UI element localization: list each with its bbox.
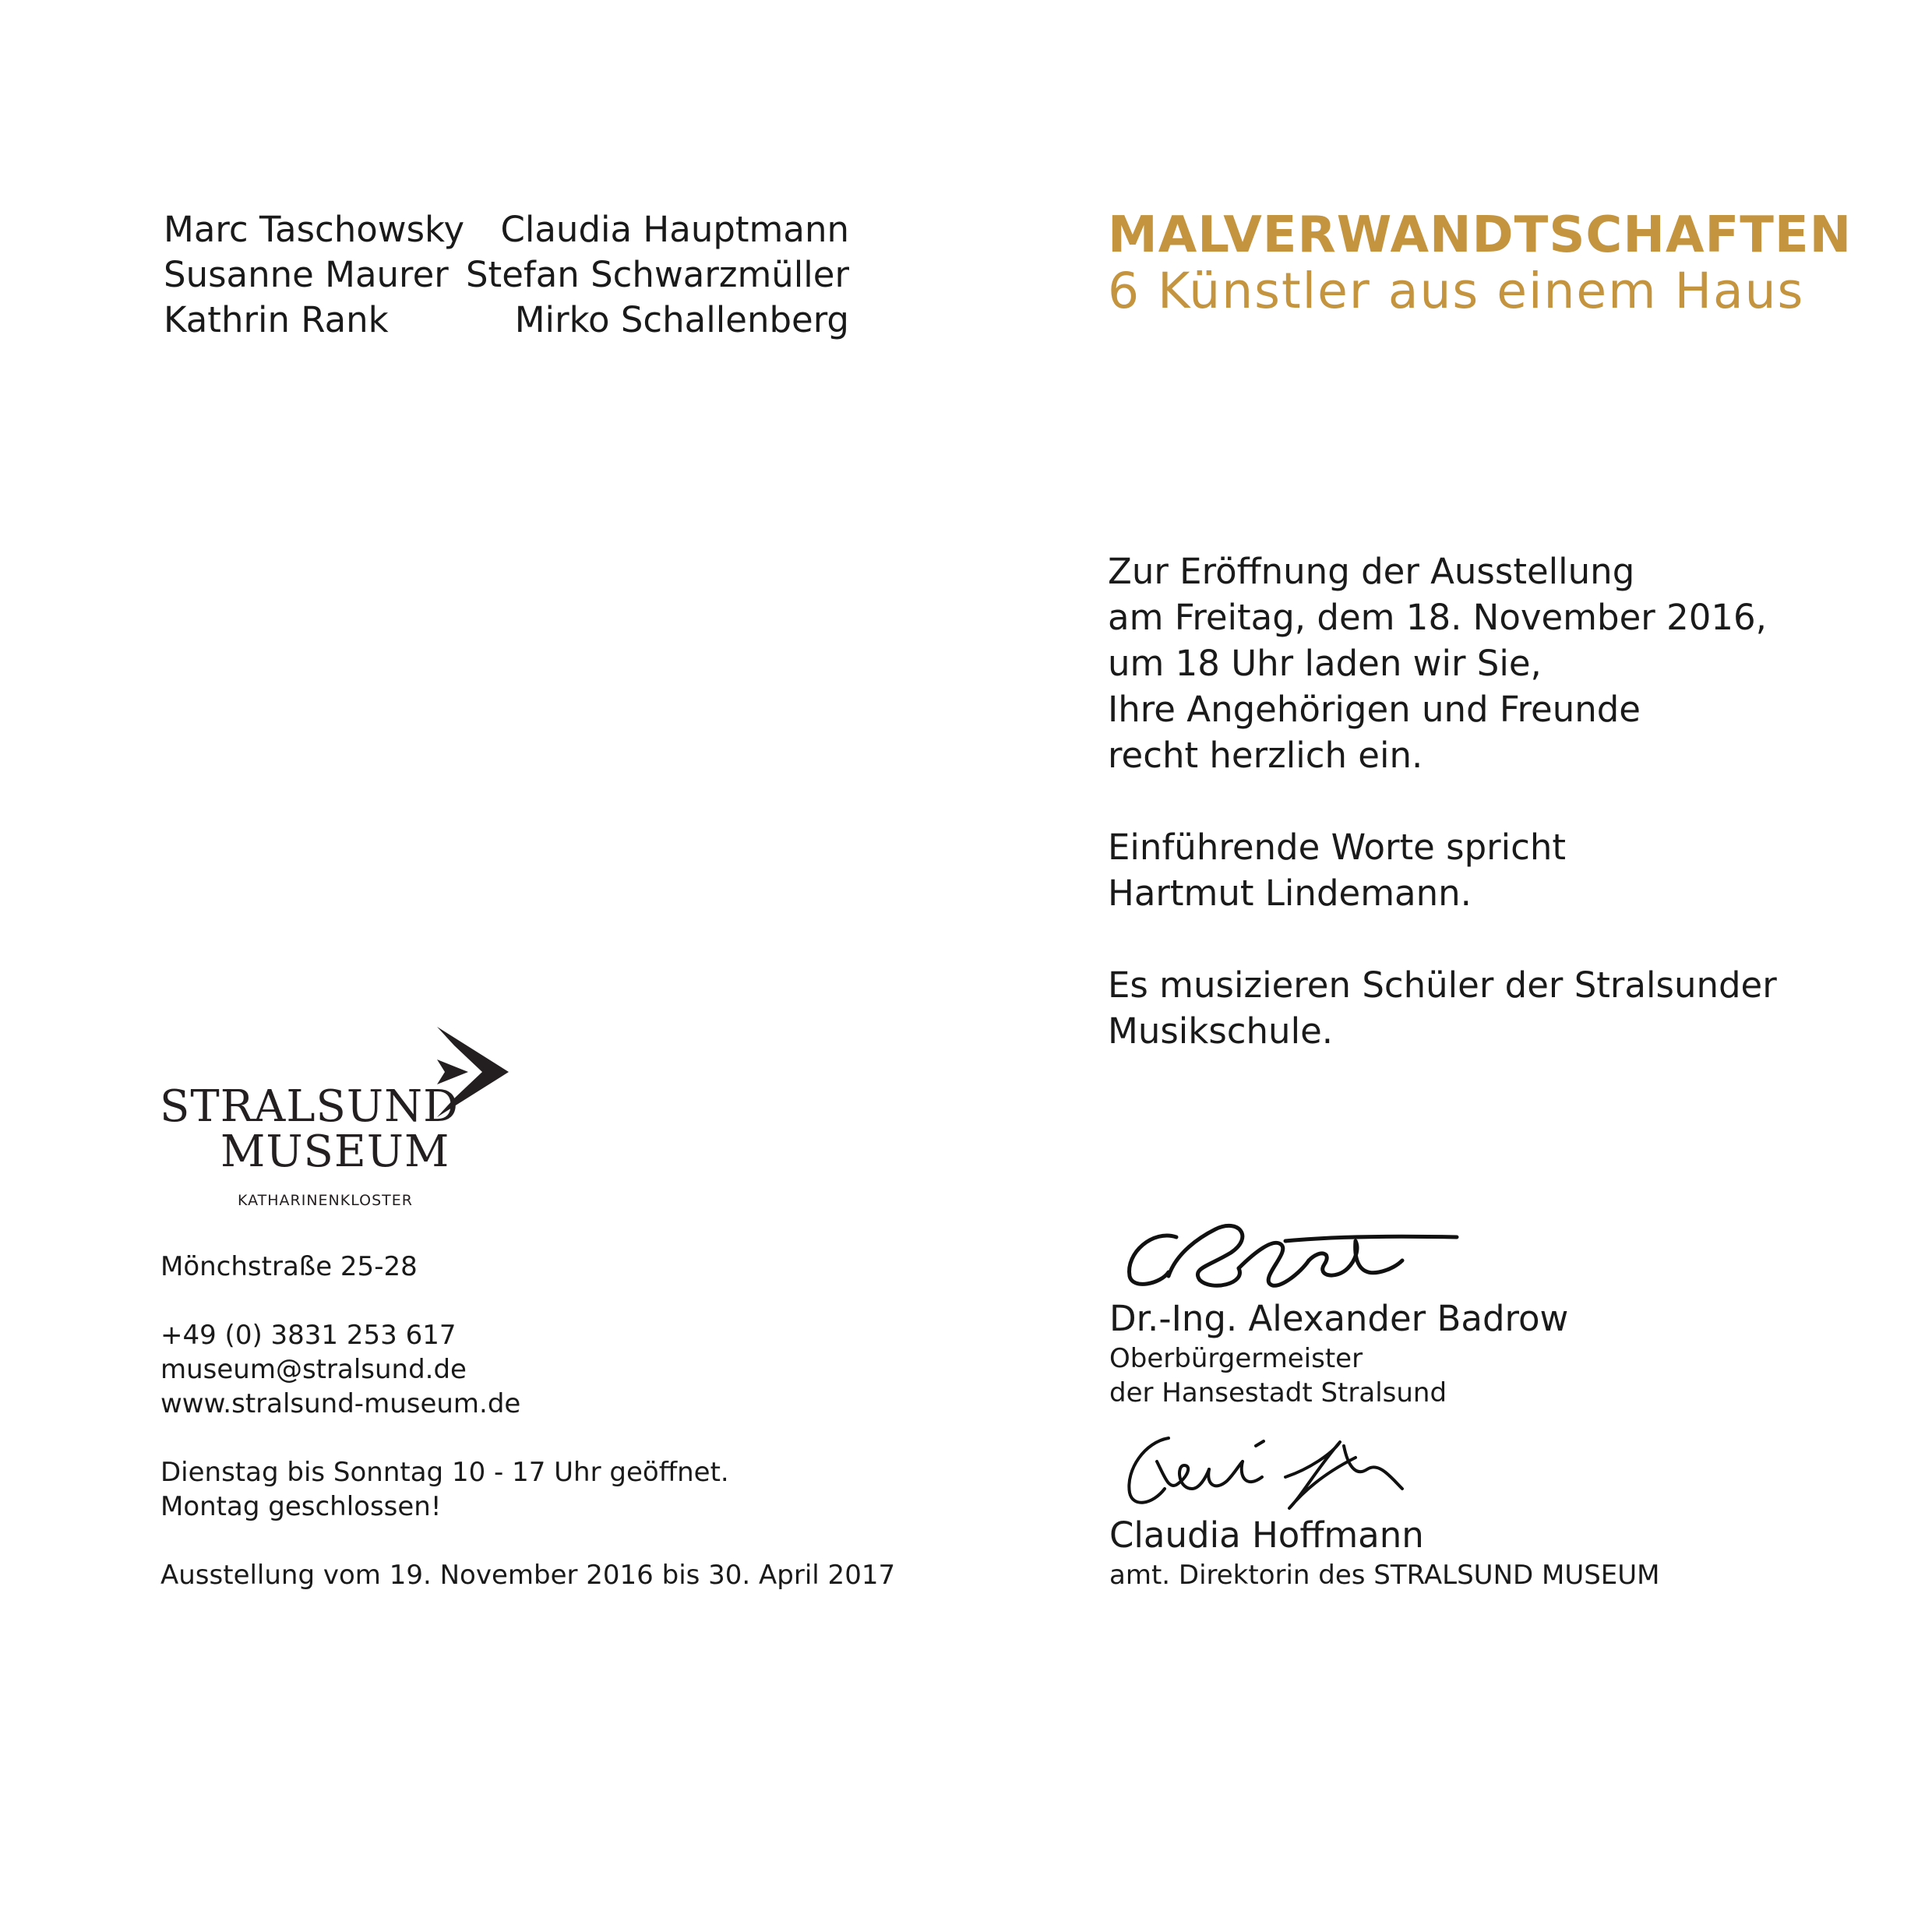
logo-text-katharinenkloster: KATHARINENKLOSTER: [238, 1192, 413, 1209]
address-line: Mönchstraße 25-28: [160, 1251, 418, 1282]
address: [160, 1250, 862, 1284]
signatory-role: amt. Direktorin des STRALSUND MUSEUM: [1109, 1560, 1660, 1591]
signatory-name: Claudia Hoffmann: [1109, 1514, 1424, 1556]
invitation-text: [1108, 548, 1856, 1100]
signature-badrow: [1122, 1206, 1465, 1299]
text-line: am Freitag, dem 18. November 2016,: [1108, 597, 1767, 638]
signature-hoffmann: [1122, 1430, 1418, 1516]
artist-row: [164, 207, 849, 252]
artist-name: Susanne Maurer: [164, 254, 449, 295]
exhibition-dates-line: Ausstellung vom 19. November 2016 bis 30. April 2017: [160, 1560, 896, 1591]
signatory-block: [1109, 1513, 1810, 1592]
museum-logo: [160, 1027, 518, 1214]
phone-number: +49 (0) 3831 253 617: [160, 1320, 457, 1351]
artist-row: [164, 298, 849, 343]
exhibition-title: [1108, 206, 1853, 319]
text-line: Es musizieren Schüler der Stralsunder: [1108, 964, 1777, 1006]
hours-line: Dienstag bis Sonntag 10 - 17 Uhr geöffnet.: [160, 1457, 729, 1488]
title-subtitle: 6 Künstler aus einem Haus: [1108, 263, 1805, 319]
text-line: Ihre Angehörigen und Freunde: [1108, 689, 1641, 730]
text-line: um 18 Uhr laden wir Sie,: [1108, 643, 1542, 684]
text-line: Hartmut Lindemann.: [1108, 873, 1472, 914]
signatory-role: Oberbürgermeister: [1109, 1343, 1363, 1374]
artist-name: Claudia Hauptmann: [500, 209, 849, 250]
website-url: www.stralsund-museum.de: [160, 1388, 521, 1419]
title-main: MALVERWANDTSCHAFTEN: [1108, 206, 1853, 264]
text-line: Zur Eröffnung der Ausstellung: [1108, 551, 1635, 592]
text-line: recht herzlich ein.: [1108, 735, 1423, 776]
opening-hours: [160, 1455, 862, 1524]
exhibition-dates: [160, 1558, 896, 1592]
hours-line: Montag geschlossen!: [160, 1491, 442, 1522]
artist-row: [164, 252, 849, 298]
invitation-paragraph: [1108, 548, 1856, 778]
contact-details: [160, 1318, 862, 1421]
artist-name: Stefan Schwarzmüller: [465, 254, 849, 295]
signatory-block: [1109, 1296, 1810, 1410]
artist-list: [164, 207, 849, 343]
invitation-paragraph: [1108, 824, 1856, 916]
signatory-name: Dr.-Ing. Alexander Badrow: [1109, 1298, 1569, 1339]
contact-info: [160, 1250, 896, 1627]
artist-name: Mirko Schallenberg: [514, 299, 849, 340]
artist-name: Marc Taschowsky: [164, 209, 465, 250]
signatory-role: der Hansestadt Stralsund: [1109, 1377, 1447, 1408]
text-line: Einführende Worte spricht: [1108, 827, 1567, 868]
email-address: museum@stralsund.de: [160, 1354, 467, 1385]
invitation-paragraph: [1108, 962, 1856, 1054]
logo-text-stralsund: STRALSUND: [160, 1081, 459, 1132]
logo-text-museum: MUSEUM: [220, 1126, 450, 1177]
artist-name: Kathrin Rank: [164, 299, 389, 340]
text-line: Musikschule.: [1108, 1010, 1334, 1052]
